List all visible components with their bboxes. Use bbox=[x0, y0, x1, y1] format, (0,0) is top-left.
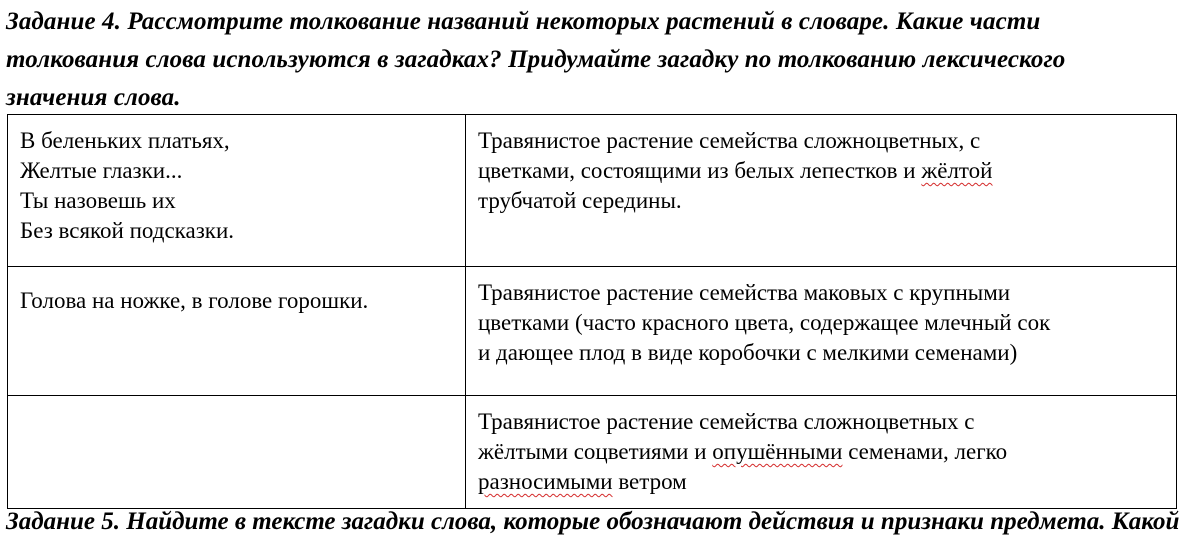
riddle-line: Без всякой подсказки. bbox=[20, 218, 235, 243]
definition-line: Травянистое растение семейства сложноцветных, с bbox=[478, 128, 981, 153]
riddle-cell[interactable] bbox=[8, 115, 466, 267]
definition-line: Травянистое растение семейства сложноцветных с bbox=[478, 409, 975, 434]
riddle-definition-table bbox=[7, 114, 1177, 509]
riddle-cell[interactable] bbox=[8, 267, 466, 396]
riddle-line: Ты назовешь их bbox=[20, 188, 176, 213]
table-row bbox=[8, 267, 1177, 396]
definition-line: и дающее плод в виде коробочки с мелкими семенами) bbox=[478, 340, 1018, 365]
definition-cell[interactable] bbox=[466, 115, 1177, 267]
definition-line: цветками (часто красного цвета, содержащее млечный сок bbox=[478, 310, 1051, 335]
table-row bbox=[8, 115, 1177, 267]
definition-line: Травянистое растение семейства маковых с крупными bbox=[478, 280, 1011, 305]
task-4-heading-line: Задание 4. Рассмотрите толкование названий некоторых растений в словаре. Какие части bbox=[6, 8, 1041, 35]
definition-cell[interactable] bbox=[466, 267, 1177, 396]
riddle-cell-empty[interactable] bbox=[8, 396, 466, 509]
riddle-line: В беленьких платьях, bbox=[20, 128, 230, 153]
definition-line bbox=[478, 467, 1164, 497]
definition-line bbox=[478, 156, 1164, 186]
spellcheck-underlined-word: разносимыми bbox=[478, 469, 613, 494]
riddle-line: Желтые глазки... bbox=[20, 158, 183, 183]
task-5-heading-partial: Задание 5. Найдите в тексте загадки слова, которые обозначают действия и признаки предмета. Какой bbox=[6, 508, 1180, 535]
definition-cell[interactable] bbox=[466, 396, 1177, 509]
task-4-heading-line: значения слова. bbox=[6, 84, 181, 111]
definition-line bbox=[478, 437, 1164, 467]
table-row bbox=[8, 396, 1177, 509]
definition-text: семенами, легко bbox=[848, 439, 1008, 464]
definition-line: трубчатой середины. bbox=[478, 188, 682, 213]
definition-text: жёлтыми соцветиями и bbox=[478, 439, 707, 464]
definition-text: цветками, состоящими из белых лепестков и bbox=[478, 158, 916, 183]
task-4-heading-line: толкования слова используются в загадках? Придумайте загадку по толкованию лексического bbox=[6, 46, 1066, 73]
definition-text: ветром bbox=[618, 469, 687, 494]
riddle-line: Голова на ножке, в голове горошки. bbox=[20, 288, 369, 313]
spellcheck-underlined-word: опушёнными bbox=[712, 439, 843, 464]
task-4-heading bbox=[6, 3, 1196, 117]
spellcheck-underlined-word: жёлтой bbox=[921, 158, 993, 183]
